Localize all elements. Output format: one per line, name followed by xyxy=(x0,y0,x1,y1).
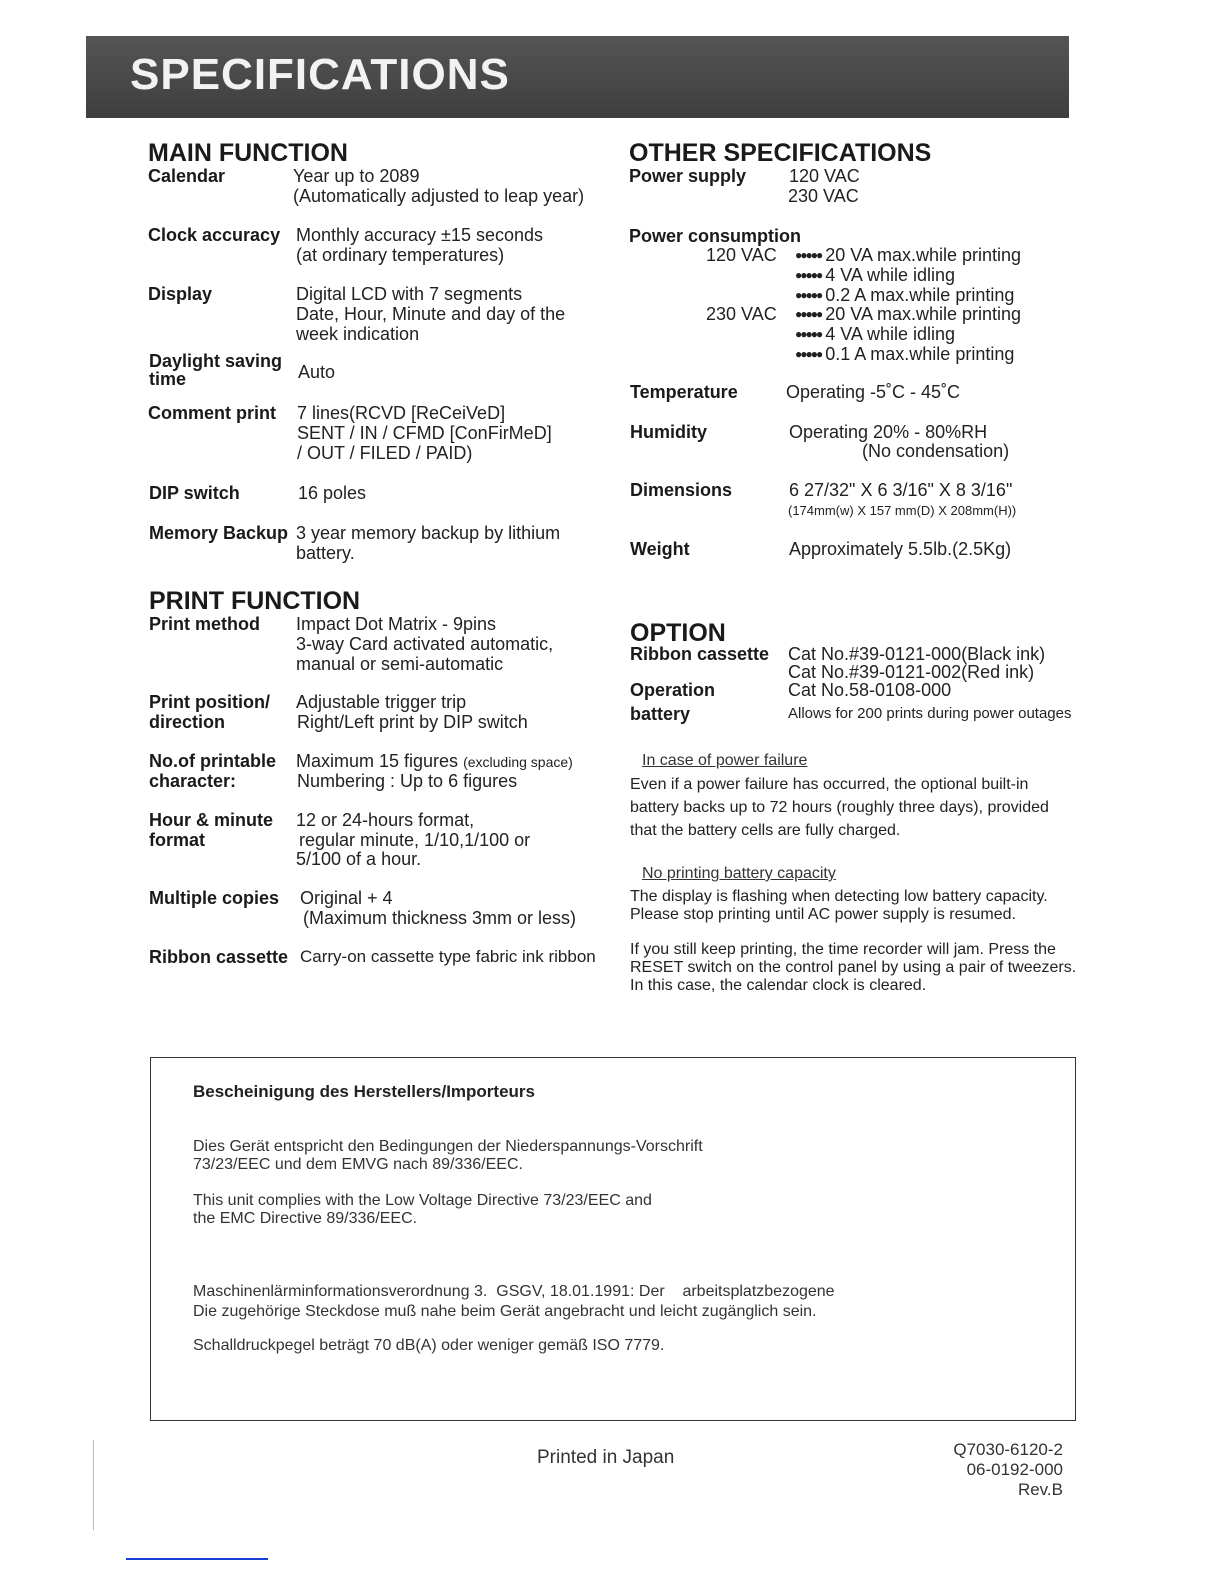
spec-value: 230 VAC xyxy=(788,186,859,206)
spec-value: (Automatically adjusted to leap year) xyxy=(293,186,585,206)
spec-label: Calendar xyxy=(148,166,226,186)
spec-value: Right/Left print by DIP switch xyxy=(297,712,528,732)
main-function-heading: MAIN FUNCTION xyxy=(148,139,348,167)
spec-label: Clock accuracy xyxy=(148,225,281,245)
spec-value xyxy=(296,751,573,772)
voltage-label: 230 VAC xyxy=(706,304,777,324)
spec-value: Carry-on cassette type fabric ink ribbon xyxy=(300,947,596,966)
spec-value: 3 year memory backup by lithium xyxy=(296,523,561,543)
spec-label: Weight xyxy=(630,539,690,559)
consumption-text: 0.1 A max.while printing xyxy=(825,344,1015,364)
spec-value-metric: (174mm(w) X 157 mm(D) X 208mm(H)) xyxy=(788,503,1017,518)
spec-value: Year up to 2089 xyxy=(293,166,420,186)
consumption-line xyxy=(795,324,955,344)
spec-value: Cat No.58-0108-000 xyxy=(788,680,952,700)
spec-label: Humidity xyxy=(630,422,708,442)
spec-label: Power consumption xyxy=(629,226,802,246)
spec-value: Cat No.#39-0121-002(Red ink) xyxy=(788,662,1035,682)
spec-value: (at ordinary temperatures) xyxy=(296,245,505,265)
spec-value-text: Maximum 15 figures xyxy=(296,751,459,771)
spec-value-note: (excluding space) xyxy=(463,754,573,770)
certificate-paragraph xyxy=(193,1138,973,1174)
spec-label: battery xyxy=(630,704,691,724)
certificate-paragraph xyxy=(193,1303,973,1321)
document-code: Q7030-6120-2 xyxy=(953,1440,1063,1459)
spec-value: week indication xyxy=(296,324,420,344)
spec-label: Ribbon cassette xyxy=(149,947,289,967)
spec-label: character: xyxy=(149,771,237,791)
spec-label: Temperature xyxy=(630,382,738,402)
spec-value-note: Allows for 200 prints during power outages xyxy=(788,705,1072,722)
spec-value: Operating -5˚C - 45˚C xyxy=(786,382,961,402)
spec-value: / OUT / FILED / PAID) xyxy=(297,443,473,463)
spec-value: (Maximum thickness 3mm or less) xyxy=(303,908,577,928)
revision: Rev.B xyxy=(1017,1480,1063,1499)
spec-value: Cat No.#39-0121-000(Black ink) xyxy=(788,644,1046,664)
certificate-line: Dies Gerät entspricht den Bedingungen der Niederspannungs-Vorschrift xyxy=(193,1138,703,1155)
spec-value: Auto xyxy=(298,362,336,382)
note-title: No printing battery capacity xyxy=(642,865,836,882)
certificate-line: Die zugehörige Steckdose muß nahe beim Gerät angebracht und leicht zugänglich sein. xyxy=(193,1303,817,1320)
spec-value: 6 27/32" X 6 3/16" X 8 3/16" xyxy=(789,480,1013,500)
bullet-dots: ●●●●● xyxy=(795,248,822,262)
spec-label: No.of printable xyxy=(149,751,276,771)
spec-label: time xyxy=(149,369,187,389)
certificate-line: Maschinenlärminformationsverordnung 3. GSGV, 18.01.1991: Der arbeitsplatzbezogene xyxy=(193,1283,835,1300)
spec-label: Print method xyxy=(149,614,260,634)
spec-value: Original + 4 xyxy=(300,888,393,908)
consumption-text: 0.2 A max.while printing xyxy=(825,285,1015,305)
scan-mark xyxy=(126,1558,268,1560)
spec-value: 120 VAC xyxy=(789,166,860,186)
certificate-title: Bescheinigung des Herstellers/Importeurs xyxy=(193,1082,535,1101)
spec-value: Numbering : Up to 6 figures xyxy=(297,771,518,791)
spec-value: Date, Hour, Minute and day of the xyxy=(296,304,566,324)
spec-label: Operation xyxy=(630,680,716,700)
spec-label: Daylight saving xyxy=(149,351,283,371)
spec-value: Digital LCD with 7 segments xyxy=(296,284,523,304)
option-heading: OPTION xyxy=(630,619,726,647)
scan-margin-line xyxy=(93,1440,94,1530)
spec-value: manual or semi-automatic xyxy=(296,654,504,674)
consumption-text: 20 VA max.while printing xyxy=(825,304,1022,324)
manufacturer-certificate xyxy=(150,1057,1076,1421)
print-function-heading: PRINT FUNCTION xyxy=(149,587,361,615)
spec-label: Display xyxy=(148,284,213,304)
spec-label: DIP switch xyxy=(149,483,240,503)
spec-label: direction xyxy=(149,712,226,732)
spec-label: Hour & minute xyxy=(149,810,273,830)
other-specifications-heading: OTHER SPECIFICATIONS xyxy=(629,139,932,167)
consumption-text: 4 VA while idling xyxy=(825,265,955,285)
consumption-line xyxy=(795,245,1021,265)
consumption-line xyxy=(795,304,1021,324)
spec-value: Approximately 5.5lb.(2.5Kg) xyxy=(789,539,1012,559)
consumption-text: 20 VA max.while printing xyxy=(825,245,1022,265)
spec-label: Multiple copies xyxy=(149,888,280,908)
spec-value: battery. xyxy=(296,543,355,563)
certificate-paragraph xyxy=(193,1192,973,1228)
certificate-line: This unit complies with the Low Voltage Directive 73/23/EEC and xyxy=(193,1192,652,1209)
consumption-line xyxy=(795,265,955,285)
bullet-dots: ●●●●● xyxy=(795,268,822,282)
spec-value: Operating 20% - 80%RH xyxy=(789,422,988,442)
document-code: 06-0192-000 xyxy=(966,1460,1063,1479)
spec-value: 5/100 of a hour. xyxy=(296,849,422,869)
spec-value: regular minute, 1/10,1/100 or xyxy=(299,830,531,850)
note-text: Even if a power failure has occurred, the optional built-in battery backs up to 72 hours (roughly three days), provided that the battery cells are fully charged. xyxy=(630,776,1049,839)
spec-label: Dimensions xyxy=(630,480,733,500)
consumption-line xyxy=(795,344,1014,364)
note-title: In case of power failure xyxy=(642,752,808,769)
spec-value: 3-way Card activated automatic, xyxy=(296,634,554,654)
page-title: SPECIFICATIONS xyxy=(130,50,510,99)
bullet-dots: ●●●●● xyxy=(795,288,822,302)
spec-label: Print position/ xyxy=(149,692,270,712)
spec-label: Memory Backup xyxy=(149,523,289,543)
consumption-text: 4 VA while idling xyxy=(825,324,955,344)
certificate-line: 73/23/EEC und dem EMVG nach 89/336/EEC. xyxy=(193,1156,523,1173)
spec-label: Power supply xyxy=(629,166,747,186)
spec-value: 16 poles xyxy=(298,483,367,503)
note-text: The display is flashing when detecting low battery capacity. Please stop printing until AC power supply is resumed. xyxy=(630,888,1048,923)
certificate-line: Schalldruckpegel beträgt 70 dB(A) oder weniger gemäß ISO 7779. xyxy=(193,1337,665,1354)
certificate-line: the EMC Directive 89/336/EEC. xyxy=(193,1210,418,1227)
voltage-label: 120 VAC xyxy=(706,245,777,265)
spec-label: Comment print xyxy=(148,403,276,423)
spec-value: Impact Dot Matrix - 9pins xyxy=(296,614,497,634)
note-text: If you still keep printing, the time recorder will jam. Press the RESET switch on the control panel by using a pair of tweezers. In this case, the calendar clock is cleared. xyxy=(630,941,1077,994)
consumption-line xyxy=(795,285,1014,305)
spec-value: (No condensation) xyxy=(862,441,1010,461)
spec-label: format xyxy=(149,830,206,850)
spec-value: 12 or 24-hours format, xyxy=(296,810,475,830)
spec-label: Ribbon cassette xyxy=(630,644,770,664)
printed-in: Printed in Japan xyxy=(537,1447,675,1468)
title-banner xyxy=(86,36,1069,118)
spec-value: SENT / IN / CFMD [ConFirMeD] xyxy=(297,423,552,443)
bullet-dots: ●●●●● xyxy=(795,327,822,341)
bullet-dots: ●●●●● xyxy=(795,347,822,361)
spec-value: Monthly accuracy ±15 seconds xyxy=(296,225,543,245)
spec-value: Adjustable trigger trip xyxy=(296,692,467,712)
spec-value: 7 lines(RCVD [ReCeiVeD] xyxy=(297,403,506,423)
bullet-dots: ●●●●● xyxy=(795,307,822,321)
